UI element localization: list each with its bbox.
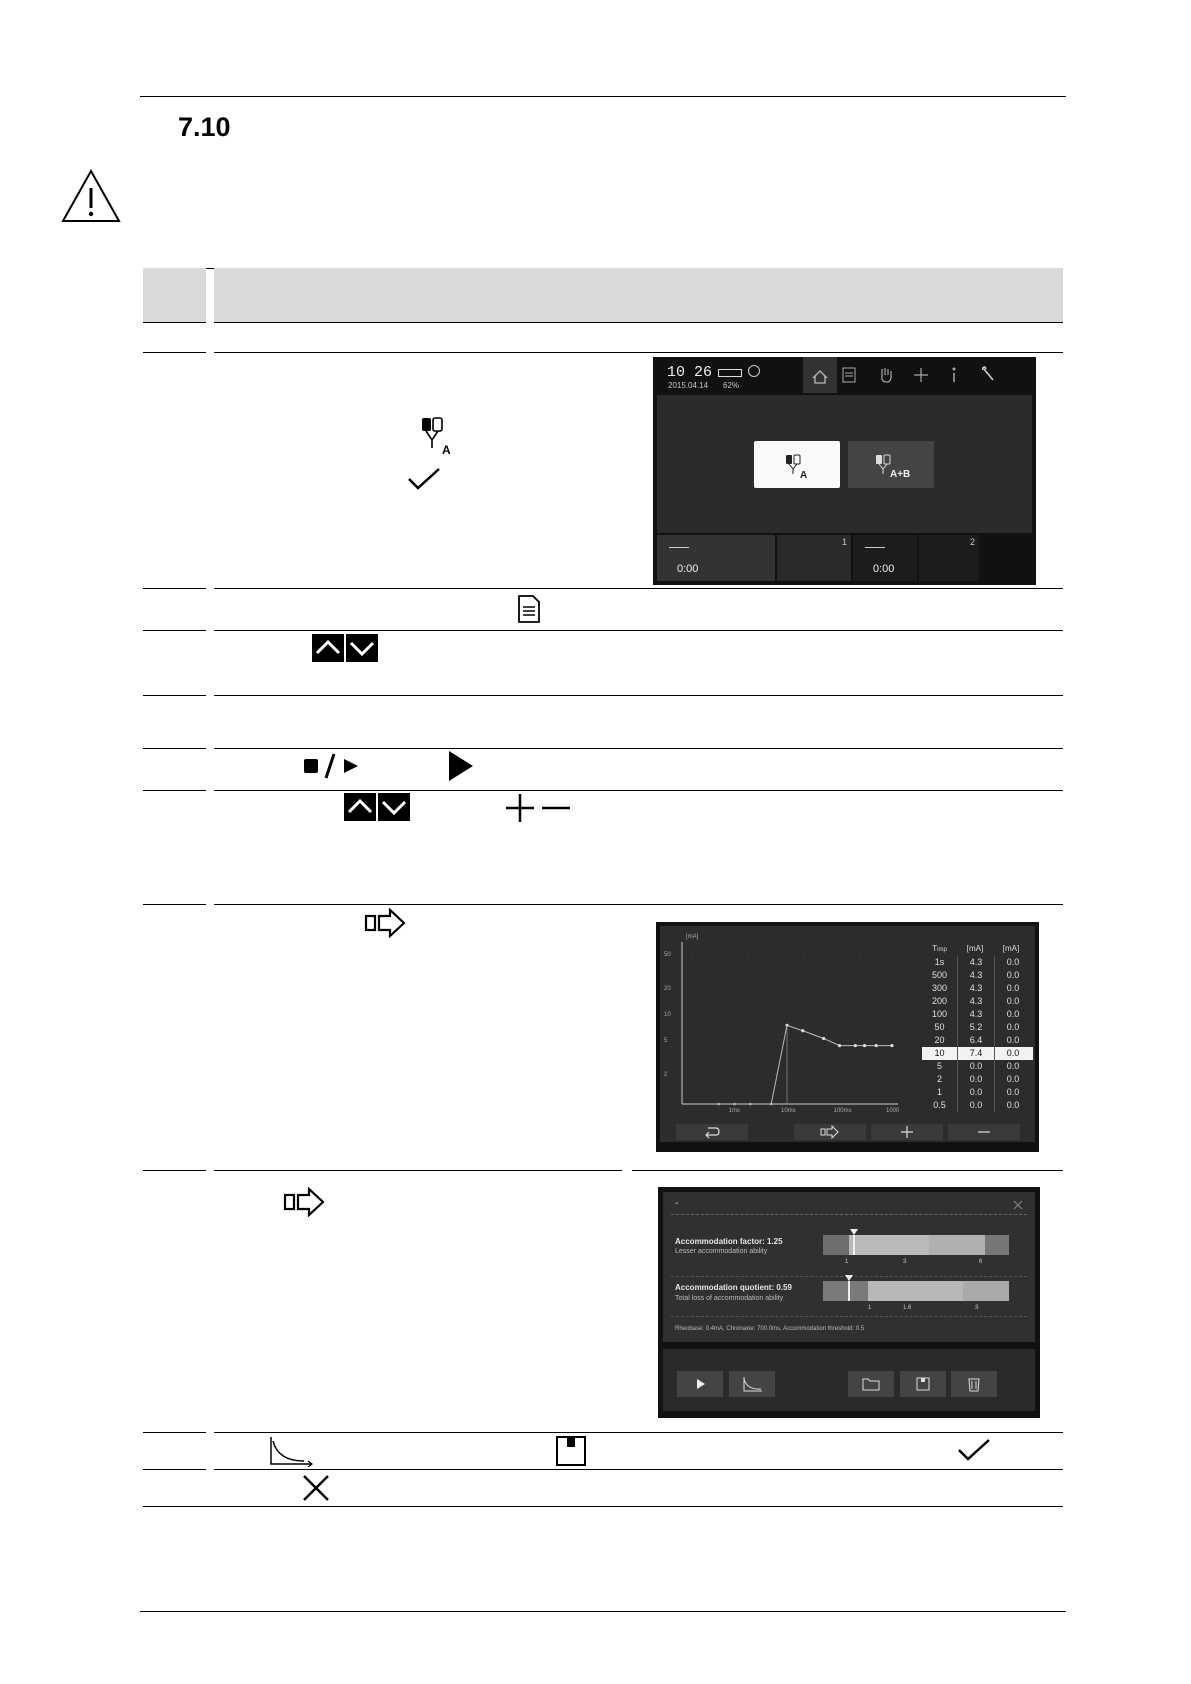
electrode-dialog (657, 395, 1032, 533)
table-cell: 4.3 (957, 982, 994, 995)
intensity-time-chart (660, 926, 920, 1122)
table-cell: 0.0 (994, 1073, 1031, 1086)
bottom-rule (140, 1611, 1066, 1612)
y-tick-label: 50 (664, 952, 671, 958)
svg-text:A: A (800, 470, 808, 481)
next-arrow-icon-2 (283, 1187, 325, 1217)
section-number: 7.10 (178, 112, 231, 142)
trash-icon (951, 1371, 997, 1397)
quotient-description: Total loss of accommodation ability (675, 1295, 784, 1302)
back-button[interactable] (676, 1124, 748, 1140)
table-cell: 4.3 (957, 1008, 994, 1021)
table-cell: 5 (936, 1061, 942, 1071)
checkmark-icon-2 (957, 1438, 991, 1462)
data-point (890, 1044, 893, 1047)
table-header-cell-step (143, 268, 206, 322)
table-cell: 4.3 (957, 956, 994, 969)
device-screen-electrode-select (653, 357, 1036, 585)
table-header-cell-action (214, 268, 1063, 322)
factor-description: Lesser accommodation ability (675, 1248, 768, 1255)
quotient-scale (823, 1281, 1009, 1301)
table-cell: 4.3 (957, 995, 994, 1008)
data-point (854, 1044, 857, 1047)
quotient-label: Accommodation quotient: 0.59 (675, 1283, 792, 1292)
plus-button[interactable] (871, 1124, 943, 1140)
table-cell: 200 (931, 996, 948, 1006)
up-down-arrows-icon-2 (344, 793, 410, 821)
curve-icon (729, 1371, 775, 1397)
table-row[interactable] (922, 969, 1033, 982)
channel-2-aux: 2 (919, 535, 979, 581)
home-icon (803, 357, 837, 393)
up-down-arrows-icon (312, 634, 378, 662)
delete-button[interactable] (951, 1371, 997, 1397)
channel-2-time: 0:00 (873, 563, 895, 575)
plus-minus-icon (504, 793, 572, 823)
save-button[interactable] (900, 1371, 946, 1397)
dialog-title: - (675, 1198, 679, 1209)
table-cell: 0.0 (994, 1034, 1031, 1047)
table-row[interactable] (922, 995, 1033, 1008)
x-tick-label: 1ms (728, 1108, 740, 1114)
data-point (863, 1044, 866, 1047)
document-icon[interactable] (842, 367, 856, 383)
table-cell: 0.0 (994, 1047, 1031, 1060)
table-cell: 0.0 (957, 1086, 994, 1099)
table-cell: 0.0 (994, 1021, 1031, 1034)
table-cell: 10 (934, 1048, 945, 1058)
table-cell: 0.0 (957, 1060, 994, 1073)
x-tick-label: 10ms (781, 1108, 796, 1114)
device-screen-intensity-curve (656, 922, 1039, 1152)
svg-text:A+B: A+B (890, 469, 911, 480)
table-cell: 1 (936, 1087, 942, 1097)
data-point (717, 1103, 720, 1106)
minus-icon (948, 1124, 1020, 1140)
x-tick-label: 1000 (886, 1108, 900, 1114)
table-cell: 0.0 (957, 1099, 994, 1112)
data-point (875, 1044, 878, 1047)
info-icon[interactable] (949, 366, 959, 384)
channel-1-aux: 1 (777, 535, 851, 581)
table-row[interactable] (922, 1008, 1033, 1021)
y-axis-unit: [mA] (686, 934, 699, 940)
channel-1-time: 0:00 (677, 563, 699, 575)
data-point (838, 1044, 841, 1047)
minus-button[interactable] (948, 1124, 1020, 1140)
stop-play-icon (302, 752, 362, 780)
factor-label: Accommodation factor: 1.25 (675, 1237, 783, 1246)
next-button[interactable] (794, 1124, 866, 1140)
play-button[interactable] (677, 1371, 723, 1397)
y-tick-label: 20 (664, 986, 671, 993)
top-rule (140, 96, 1066, 97)
table-cell: 0.0 (994, 1008, 1031, 1021)
table-row[interactable] (922, 1086, 1033, 1099)
table-cell: 5.2 (957, 1021, 994, 1034)
back-icon (676, 1124, 748, 1140)
document-icon (517, 594, 541, 624)
checkmark-icon (406, 466, 442, 492)
battery-level: 62% (723, 381, 740, 390)
plus-icon (871, 1124, 943, 1140)
folder-icon (848, 1371, 894, 1397)
data-point (733, 1103, 736, 1106)
save-icon (900, 1371, 946, 1397)
close-icon (302, 1474, 330, 1502)
wrench-icon[interactable] (981, 366, 997, 384)
curve-button[interactable] (729, 1371, 775, 1397)
date: 2015.04.14 (668, 381, 709, 390)
data-point (749, 1103, 752, 1106)
table-cell: 0.0 (994, 969, 1031, 982)
table-cell: 500 (931, 970, 948, 980)
table-cell: 6.4 (957, 1034, 994, 1047)
table-cell: 7.4 (957, 1047, 994, 1060)
electrode-ab-icon (848, 441, 934, 488)
warning-icon (60, 168, 122, 224)
table-cell: 0.5 (933, 1100, 946, 1110)
table-cell: 0.0 (994, 1099, 1031, 1112)
table-cell: 2 (936, 1074, 942, 1084)
table-cell: 0.0 (994, 1060, 1031, 1073)
electrode-a-icon (754, 441, 840, 488)
open-button[interactable] (848, 1371, 894, 1397)
svg-text:A: A (442, 443, 451, 457)
table-cell: 20 (934, 1035, 945, 1045)
data-point (801, 1029, 804, 1032)
next-arrow-icon (794, 1124, 866, 1140)
table-row[interactable] (922, 1073, 1033, 1086)
table-row[interactable] (922, 1047, 1033, 1060)
table-cell: 300 (931, 983, 948, 993)
device-screen-accommodation-result: - Accommodation factor: 1.25 Lesser accommodation ability 1 3 6 Accommodation quotient: 0.59 Total loss of accommodation ability 1 1.6 3 Rheobase: 0.4mA, Chronaxie: 700.0ms, Accommodation threshold: 0.5 (658, 1187, 1040, 1418)
table-cell: 100 (931, 1009, 948, 1019)
table-cell: 1s (934, 957, 945, 967)
hand-icon[interactable] (878, 366, 894, 384)
home-tab[interactable] (803, 357, 837, 393)
table-row[interactable] (922, 956, 1033, 969)
electrode-a-icon (418, 416, 454, 458)
y-tick-label: 10 (664, 1012, 671, 1019)
clock: 10 26 (667, 364, 713, 381)
data-point (822, 1037, 825, 1040)
table-cell: 0.0 (994, 995, 1031, 1008)
channel-2-tile[interactable] (853, 535, 917, 581)
table-row[interactable] (922, 1021, 1033, 1034)
table-cell: 4.3 (957, 969, 994, 982)
play-icon (677, 1371, 723, 1397)
table-row[interactable] (922, 982, 1033, 995)
battery-icon (718, 369, 742, 377)
factor-scale (823, 1235, 1009, 1255)
table-row[interactable] (922, 1060, 1033, 1073)
option-a-button[interactable] (754, 441, 840, 488)
table-row[interactable] (922, 1034, 1033, 1047)
summary-line: Rheobase: 0.4mA, Chronaxie: 700.0ms, Accommodation threshold: 0.5 (675, 1326, 865, 1332)
curve-icon (268, 1435, 314, 1467)
y-tick-label: 5 (664, 1037, 668, 1044)
value-table: Timp [mA] [mA] 1s 4.3 0.0 500 4.3 0.0 300 4.3 0.0 200 4.3 0.0 100 4.3 0.0 50 5.2 0.0 20 6.4 0.0 10 7.4 0.0 5 0.0 0.0 2 0.0 0.0 1 0.0 0.0 0.5 0.0 0.0 (922, 944, 1033, 1114)
action-bar (663, 1349, 1035, 1411)
table-cell: 50 (934, 1022, 945, 1032)
table-cell: 0.0 (994, 982, 1031, 995)
table-cell: 0.0 (994, 956, 1031, 969)
next-arrow-icon (364, 908, 406, 938)
channel-1-tile[interactable] (657, 535, 775, 581)
power-icon (748, 365, 760, 377)
close-icon[interactable] (1013, 1200, 1023, 1210)
x-tick-label: 100ms (833, 1108, 852, 1114)
table-row[interactable] (922, 1099, 1033, 1112)
table-cell: 0.0 (957, 1073, 994, 1086)
curve-line (771, 1025, 892, 1104)
table-cell: 0.0 (994, 1086, 1031, 1099)
play-icon (448, 750, 474, 782)
option-ab-button[interactable] (848, 441, 934, 488)
plus-icon[interactable] (913, 367, 929, 383)
save-icon (556, 1436, 586, 1466)
y-tick-label: 2 (664, 1072, 668, 1079)
